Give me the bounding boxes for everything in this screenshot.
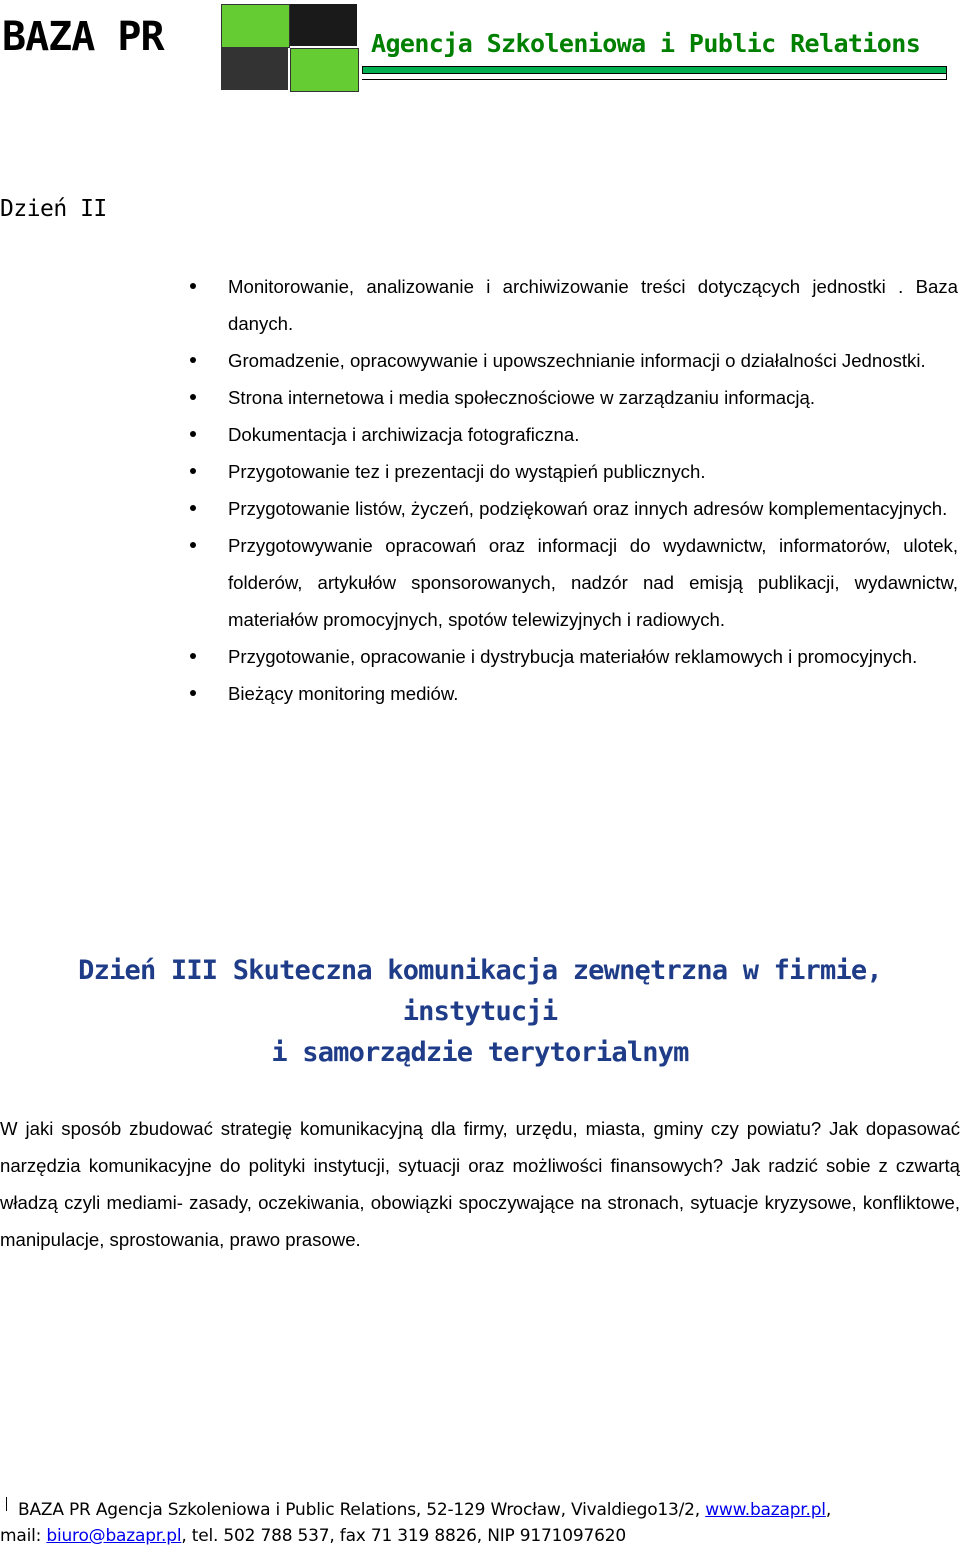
list-item: Monitorowanie, analizowanie i archiwizowanie treści dotyczących jednostki . Baza danych. xyxy=(0,268,960,342)
bullet-icon xyxy=(190,357,196,363)
bullet-icon xyxy=(190,505,196,511)
email-link[interactable]: biuro@bazapr.pl xyxy=(46,1526,182,1546)
website-link[interactable]: www.bazapr.pl xyxy=(705,1500,826,1520)
bullet-icon xyxy=(190,542,196,548)
header-rule-shadow xyxy=(362,74,947,80)
bullet-icon xyxy=(190,690,196,696)
logo-square-bottom-left xyxy=(221,48,288,90)
day3-description: W jaki sposób zbudować strategię komunikacyjną dla firmy, urzędu, miasta, gminy czy powiatu? Jak dopasować narzędzia komunikacyjne do polityki instytucji, sytuacji oraz możliwości finansowych? Jak radzić sobie z czwartą władzą czyli mediami- zasady, oczekiwania, obowiązki spoczywające na stronach, sytuacje kryzysowe, konfliktowe, manipulacje, sprostowania, prawo prasowe. xyxy=(0,1118,960,1250)
brand-logo xyxy=(221,4,359,92)
list-item: Strona internetowa i media społecznościowe w zarządzaniu informacją. xyxy=(0,379,960,416)
day3-heading xyxy=(0,950,960,1073)
brand-name: BAZA PR xyxy=(2,14,164,60)
tagline: Agencja Szkoleniowa i Public Relations xyxy=(371,29,921,58)
list-item: Dokumentacja i archiwizacja fotograficzna. xyxy=(0,416,960,453)
logo-square-top-left xyxy=(221,4,290,48)
list-item: Przygotowywanie opracowań oraz informacji do wydawnictw, informatorów, ulotek, folderów, artykułów sponsorowanych, nadzór nad emisją publikacji, wydawnictw, materiałów promocyjnych, spotów telewizyjnych i radiowych. xyxy=(0,527,960,638)
day2-title: Dzień II xyxy=(0,196,107,222)
list-item: Przygotowanie listów, życzeń, podziękowań oraz innych adresów komplementacyjnych. xyxy=(0,490,960,527)
bullet-icon xyxy=(190,283,196,289)
day2-topic-list xyxy=(0,268,960,712)
day3-heading-line2: i samorządzie terytorialnym xyxy=(271,1037,689,1068)
bullet-icon xyxy=(190,394,196,400)
logo-square-bottom-right xyxy=(290,48,359,92)
page-header xyxy=(0,0,960,95)
footer-address-line: BAZA PR Agencja Szkoleniowa i Public Relations, 52-129 Wrocław, Vivaldiego13/2, www.bazapr.pl, xyxy=(18,1500,832,1520)
logo-square-top-right xyxy=(290,4,357,46)
bullet-icon xyxy=(190,468,196,474)
list-item: Przygotowanie, opracowanie i dystrybucja materiałów reklamowych i promocyjnych. xyxy=(0,638,960,675)
bullet-icon xyxy=(190,431,196,437)
footer-marker xyxy=(6,1497,7,1511)
bullet-icon xyxy=(190,653,196,659)
header-rule xyxy=(362,66,947,74)
list-item: Gromadzenie, opracowywanie i upowszechnianie informacji o działalności Jednostki. xyxy=(0,342,960,379)
footer-contact-line: mail: biuro@bazapr.pl, tel. 502 788 537, fax 71 319 8826, NIP 9171097620 xyxy=(0,1526,626,1546)
list-item: Przygotowanie tez i prezentacji do wystąpień publicznych. xyxy=(0,453,960,490)
day3-heading-line1: Dzień III Skuteczna komunikacja zewnętrzna w firmie, instytucji xyxy=(78,955,882,1027)
list-item: Bieżący monitoring mediów. xyxy=(0,675,960,712)
